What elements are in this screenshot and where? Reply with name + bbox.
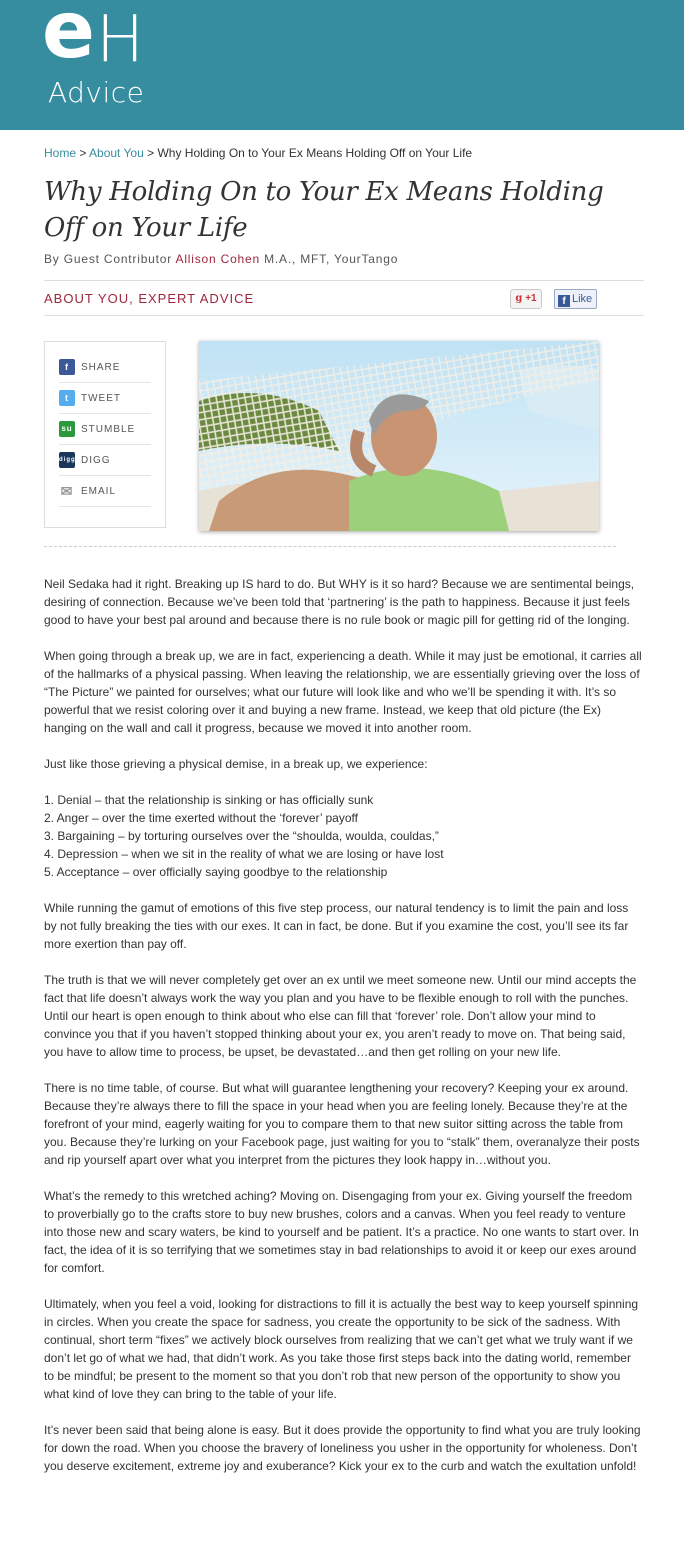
paragraph: What’s the remedy to this wretched aching? Moving on. Disengaging from your ex. Giving yourself the freedom to proverbially go to the crafts store to buy new brushes, colors and a canvas. When you feel ready to venture into those new and scary waters, be kind to yourself and be patient. It’s a practice. No one wants to start over. In fact, the idea of it is so terrifying that we sometimes stay in bad relationships to avoid it or keep our exes around for comfort. [44,1189,639,1275]
digg-icon: digg [59,452,75,468]
main-content [0,146,684,1475]
share-twitter[interactable] [59,383,151,414]
breadcrumb-separator: > [76,146,90,160]
paragraph: There is no time table, of course. But what will guarantee lengthening your recovery? Keeping your ex around. Because they’re always there to fill the space in your head when you are feeling lonely. Because they’re at the forefront of your mind, eagerly waiting for you to compare them to that new suitor sitting across the table from you. Because they’re lurking on your Facebook page, just waiting for you to “stalk” them, overanalyze their posts and rip yourself apart over what you interpret from the pictures they look happy in…without you. [44,1081,640,1167]
divider [44,546,616,547]
paragraph: When going through a break up, we are in fact, experiencing a death. While it may just be emotional, it carries all of the hallmarks of a physical passing. When leaving the relationship, we are essentially grieving over the loss of “The Picture” we painted for ourselves; what our future will look like and who we’ll be spending it with. It’s so powerful that we resist coloring over it and buying a new frame. Instead, we keep that old picture (the Ex) hanging on the wall and call it progress, because we moved it into another room. [44,649,642,735]
paragraph: Neil Sedaka had it right. Breaking up IS hard to do. But WHY is it so hard? Because we are sentimental beings, desiring of connection. Because we’ve been told that ‘partnering’ is the path to happiness. Because it just feels good to have your best pal around and because there is no rule book or magic pill for getting rid of the longing. [44,577,635,627]
stage-item: 3. Bargaining – by torturing ourselves over the “shoulda, woulda, couldas,” [44,829,439,843]
stage-item: 4. Depression – when we sit in the reality of what we are losing or have lost [44,847,444,861]
hammock-photo [199,341,599,531]
paragraph: It’s never been said that being alone is easy. But it does provide the opportunity to find what you are truly looking for down the road. When you choose the bravery of loneliness you usher in the opportunity for wholeness. Don’t you deserve excitement, extreme joy and exuberance? Kick your ex to the curb and watch the exultation unfold! [44,1423,641,1473]
logo-subtitle: Advice [48,76,145,109]
share-box [44,341,166,528]
share-label: SHARE [81,362,121,373]
site-header [0,0,684,130]
tweet-label: TWEET [81,393,121,404]
twitter-icon: t [59,390,75,406]
stage-item: 2. Anger – over the time exerted without the ‘forever’ payoff [44,811,358,825]
logo-h: H [96,3,145,77]
byline-suffix: M.A., MFT, YourTango [259,252,399,266]
email-label: EMAIL [81,486,117,497]
article-image [199,341,599,531]
paragraph: Just like those grieving a physical demise, in a break up, we experience: [44,757,428,771]
share-stumbleupon[interactable] [59,414,151,445]
logo-e: e [42,0,93,76]
facebook-icon: f [59,359,75,375]
share-facebook[interactable] [59,352,151,383]
breadcrumb-separator: > [143,146,158,160]
facebook-like-button[interactable] [554,289,597,309]
article-title: Why Holding On to Your Ex Means Holding Off on Your Life [44,177,604,243]
stages-list [44,791,644,881]
google-plus-one-label: +1 [525,293,537,304]
paragraph: The truth is that we will never completely get over an ex until we meet someone new. Until our mind accepts the fact that life doesn’t always work the way you plan and you have to be flexible enough to roll with the punches. Until our heart is open enough to think about who else can fill that ‘forever’ role. Don’t allow your mind to convince you that if you haven’t stopped thinking about your ex, you aren’t ready to move on. That being said, you have to allow time to process, be upset, be devastated…and then get rolling on your new life. [44,973,637,1059]
article-body [44,575,644,1475]
stumble-label: STUMBLE [81,424,136,435]
stage-item: 5. Acceptance – over officially saying goodbye to the relationship [44,865,388,879]
paragraph: Ultimately, when you feel a void, looking for distractions to fill it is actually the best way to keep yourself spinning in circles. When you create the space for sadness, you create the opportunity to be sick of the sadness. With continual, short term “fixes” we actively block ourselves from realizing that we can’t get what we truly want if we don’t let go of what we had, that didn’t work. As you take those first steps back into the dating world, remember to be mindful; be present to the moment so that you don’t rob that new person of the opportunity to show you what kind of love they can bring to the table of your life. [44,1297,639,1401]
breadcrumb [44,146,644,160]
google-plus-icon: g [515,293,523,304]
google-plus-one-button[interactable] [510,289,542,309]
share-digg[interactable] [59,445,151,476]
breadcrumb-home-link[interactable]: Home [44,146,77,160]
breadcrumb-current: Why Holding On to Your Ex Means Holding Off on Your Life [157,146,473,160]
paragraph: While running the gamut of emotions of this five step process, our natural tendency is to limit the pain and loss by not fully breaking the ties with our exes. It can in fact, be done. But if you examine the cost, you’ll see its far more exertion than pay off. [44,901,629,951]
stage-item: 1. Denial – that the relationship is sinking or has officially sunk [44,793,374,807]
digg-label: DIGG [81,455,111,466]
byline [44,252,644,266]
facebook-like-label: Like [572,293,593,305]
category-links[interactable]: ABOUT YOU, EXPERT ADVICE [44,291,255,306]
author-link[interactable]: Allison Cohen [175,252,260,266]
category-bar [44,280,644,316]
email-icon: ✉ [60,483,74,499]
facebook-icon: f [558,295,570,307]
byline-prefix: By Guest Contributor [44,252,176,266]
breadcrumb-section-link[interactable]: About You [89,146,144,160]
stumbleupon-icon: su [59,421,75,437]
share-email[interactable] [59,476,151,507]
article-media [44,341,644,573]
